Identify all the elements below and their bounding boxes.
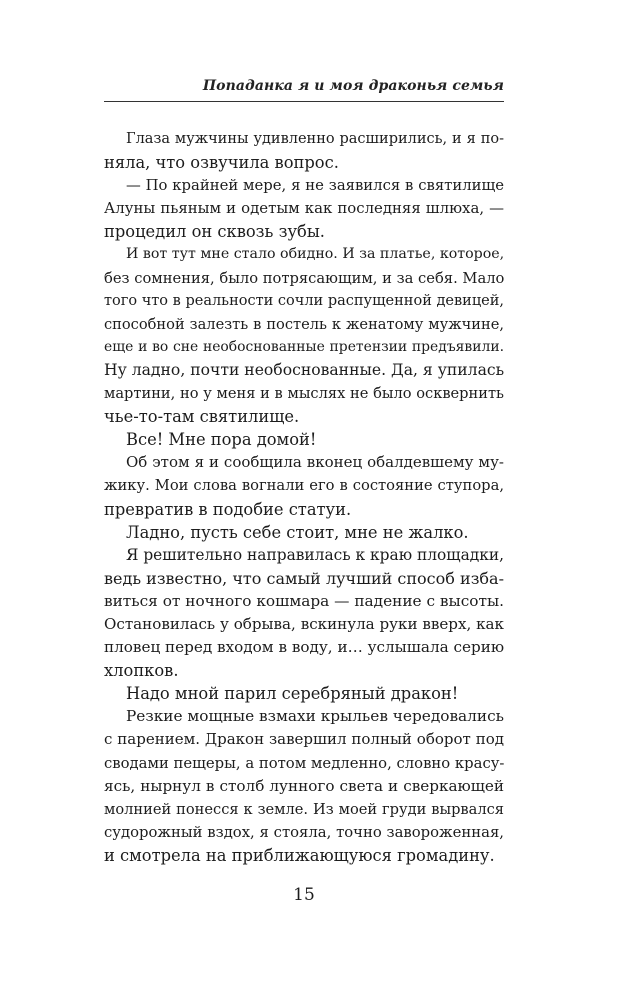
running-head: Попаданка я и моя драконья семья: [202, 78, 504, 94]
text-line: Ну ладно, почти необоснованные. Да, я упилась: [104, 360, 505, 379]
paragraph-8: [104, 682, 504, 705]
text-line: Глаза мужчины удивленно расширились, и я по-: [126, 131, 504, 147]
paragraph-2: [104, 174, 504, 243]
text-line: того что в реальности сочли распущенной девицей,: [104, 292, 504, 309]
text-line: няла, что озвучила вопрос.: [104, 153, 339, 173]
paragraph-9: [104, 705, 504, 867]
text-line: способной залезть в постель к женатому мужчине,: [104, 315, 504, 333]
text-line: жику. Мои слова вогнали его в состояние ступора,: [104, 477, 504, 495]
text-line: и смотрела на приближающуюся громадину.: [104, 845, 495, 865]
text-line: — По крайней мере, я не заявился в святилище: [126, 177, 504, 195]
text-line: процедил он сквозь зубы.: [104, 222, 325, 242]
text-line: без сомнения, было потрясающим, и за себя. Мало: [104, 269, 505, 287]
paragraph-3: [104, 243, 504, 428]
text-line: ясь, нырнул в столб лунного света и сверкающей: [104, 776, 504, 795]
text-line: виться от ночного кошмара — падение с высоты.: [104, 591, 504, 610]
text-line: с парением. Дракон завершил полный оборот под: [104, 730, 504, 749]
text-body: [104, 128, 504, 867]
text-line: мартини, но у меня и в мыслях не было осквернить: [104, 385, 504, 403]
header-rule: [104, 101, 504, 102]
text-line: сводами пещеры, а потом медленно, словно красу-: [104, 754, 505, 772]
paragraph-7: [104, 544, 504, 683]
text-line: еще и во сне необоснованные претензии предъявили.: [104, 338, 504, 355]
text-line: Резкие мощные взмахи крыльев чередовались: [126, 707, 504, 726]
text-line: судорожный вздох, я стояла, точно завороженная,: [104, 823, 504, 841]
text-line: ведь известно, что самый лучший способ изба-: [104, 568, 504, 588]
text-line: Алуны пьяным и одетым как последняя шлюха, —: [104, 199, 504, 218]
text-line: Все! Мне пора домой!: [126, 430, 317, 450]
page-number: 15: [293, 885, 315, 905]
text-line: пловец перед входом в воду, и… услышала серию: [104, 638, 505, 657]
text-line: молнией понесся к земле. Из моей груди вырвался: [104, 800, 504, 818]
text-line: превратив в подобие статуи.: [104, 499, 352, 519]
text-line: Я решительно направилась к краю площадки,: [126, 545, 505, 564]
paragraph-4: [104, 428, 504, 451]
paragraph-6: [104, 521, 504, 544]
text-line: Остановилась у обрыва, вскинула руки вверх, как: [104, 614, 504, 633]
paragraph-1: [104, 128, 504, 174]
text-line: Ладно, пусть себе стоит, мне не жалко.: [126, 522, 469, 542]
paragraph-5: [104, 451, 504, 520]
text-line: Надо мной парил серебряный дракон!: [126, 684, 459, 704]
text-line: чье-то-там святилище.: [104, 407, 300, 427]
text-line: И вот тут мне стало обидно. И за платье, которое,: [126, 246, 505, 263]
text-line: Об этом я и сообщила вконец обалдевшему му-: [126, 453, 504, 472]
text-line: хлопков.: [104, 661, 179, 681]
